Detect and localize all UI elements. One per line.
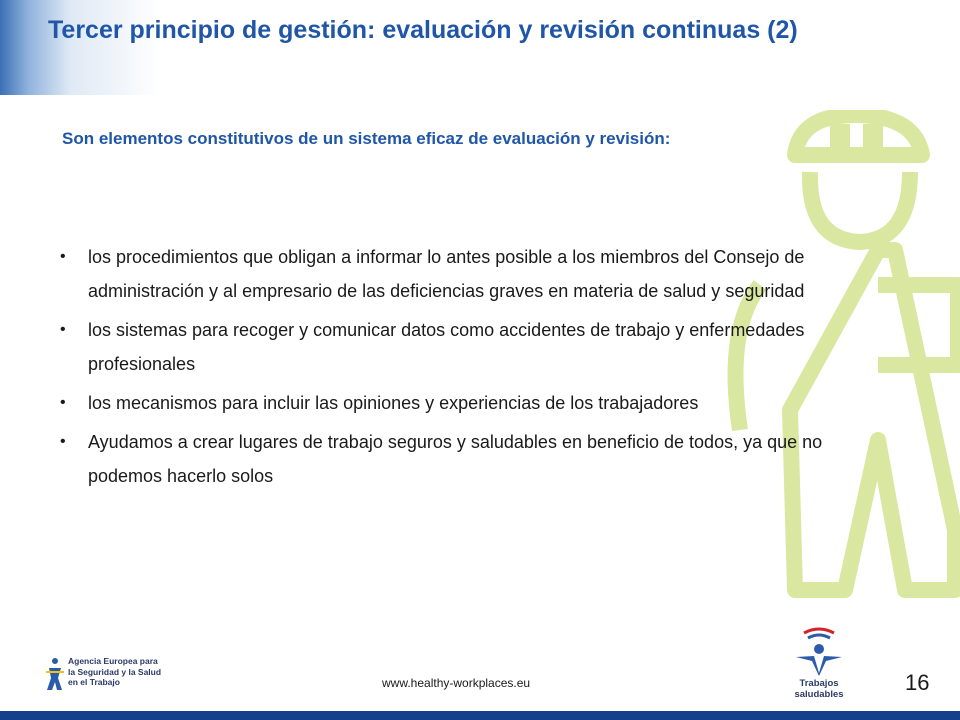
agency-name-line: Agencia Europea para — [68, 656, 158, 666]
bullet-symbol: • — [60, 433, 66, 450]
bullet-symbol: • — [60, 321, 66, 338]
slide-title: Tercer principio de gestión: evaluación y revisión continuas (2) — [48, 16, 798, 44]
bullet-symbol: • — [60, 394, 66, 411]
bullet-text: los mecanismos para incluir las opiniones y experiencias de los trabajadores — [88, 393, 699, 413]
page-number: 16 — [905, 670, 930, 695]
bullet-text: los sistemas para recoger y comunicar datos como accidentes de trabajo y enfermedades profesionales — [88, 320, 805, 374]
footer-url[interactable]: www.healthy-workplaces.eu — [382, 676, 531, 690]
bullet-item — [60, 240, 850, 308]
bullet-symbol: • — [60, 248, 66, 265]
bullet-item — [60, 386, 850, 420]
intro-text: Son elementos constitutivos de un sistema eficaz de evaluación y revisión: — [62, 129, 671, 148]
campaign-logo[interactable] — [774, 625, 864, 700]
agency-name-line: la Seguridad y la Salud — [68, 666, 162, 677]
campaign-label: Trabajos saludables — [794, 678, 844, 700]
bullet-text: Ayudamos a crear lugares de trabajo seguros y saludables en beneficio de todos, ya que no podemos hacerlo solos — [88, 432, 823, 486]
bullet-item — [60, 425, 850, 493]
agency-logo[interactable] — [44, 654, 174, 694]
healthy-workplaces-star-logo — [774, 625, 864, 677]
eu-osha-logo-mark — [44, 656, 66, 692]
bullet-list — [60, 240, 850, 498]
footer-bar — [0, 711, 960, 720]
bullet-item — [60, 313, 850, 381]
agency-name — [68, 656, 178, 688]
agency-name-line: en el Trabajo — [68, 677, 120, 687]
bullet-text: los procedimientos que obligan a informar lo antes posible a los miembros del Consejo de administración y al empresario de las deficiencias graves en materia de salud y seguridad — [88, 247, 805, 301]
